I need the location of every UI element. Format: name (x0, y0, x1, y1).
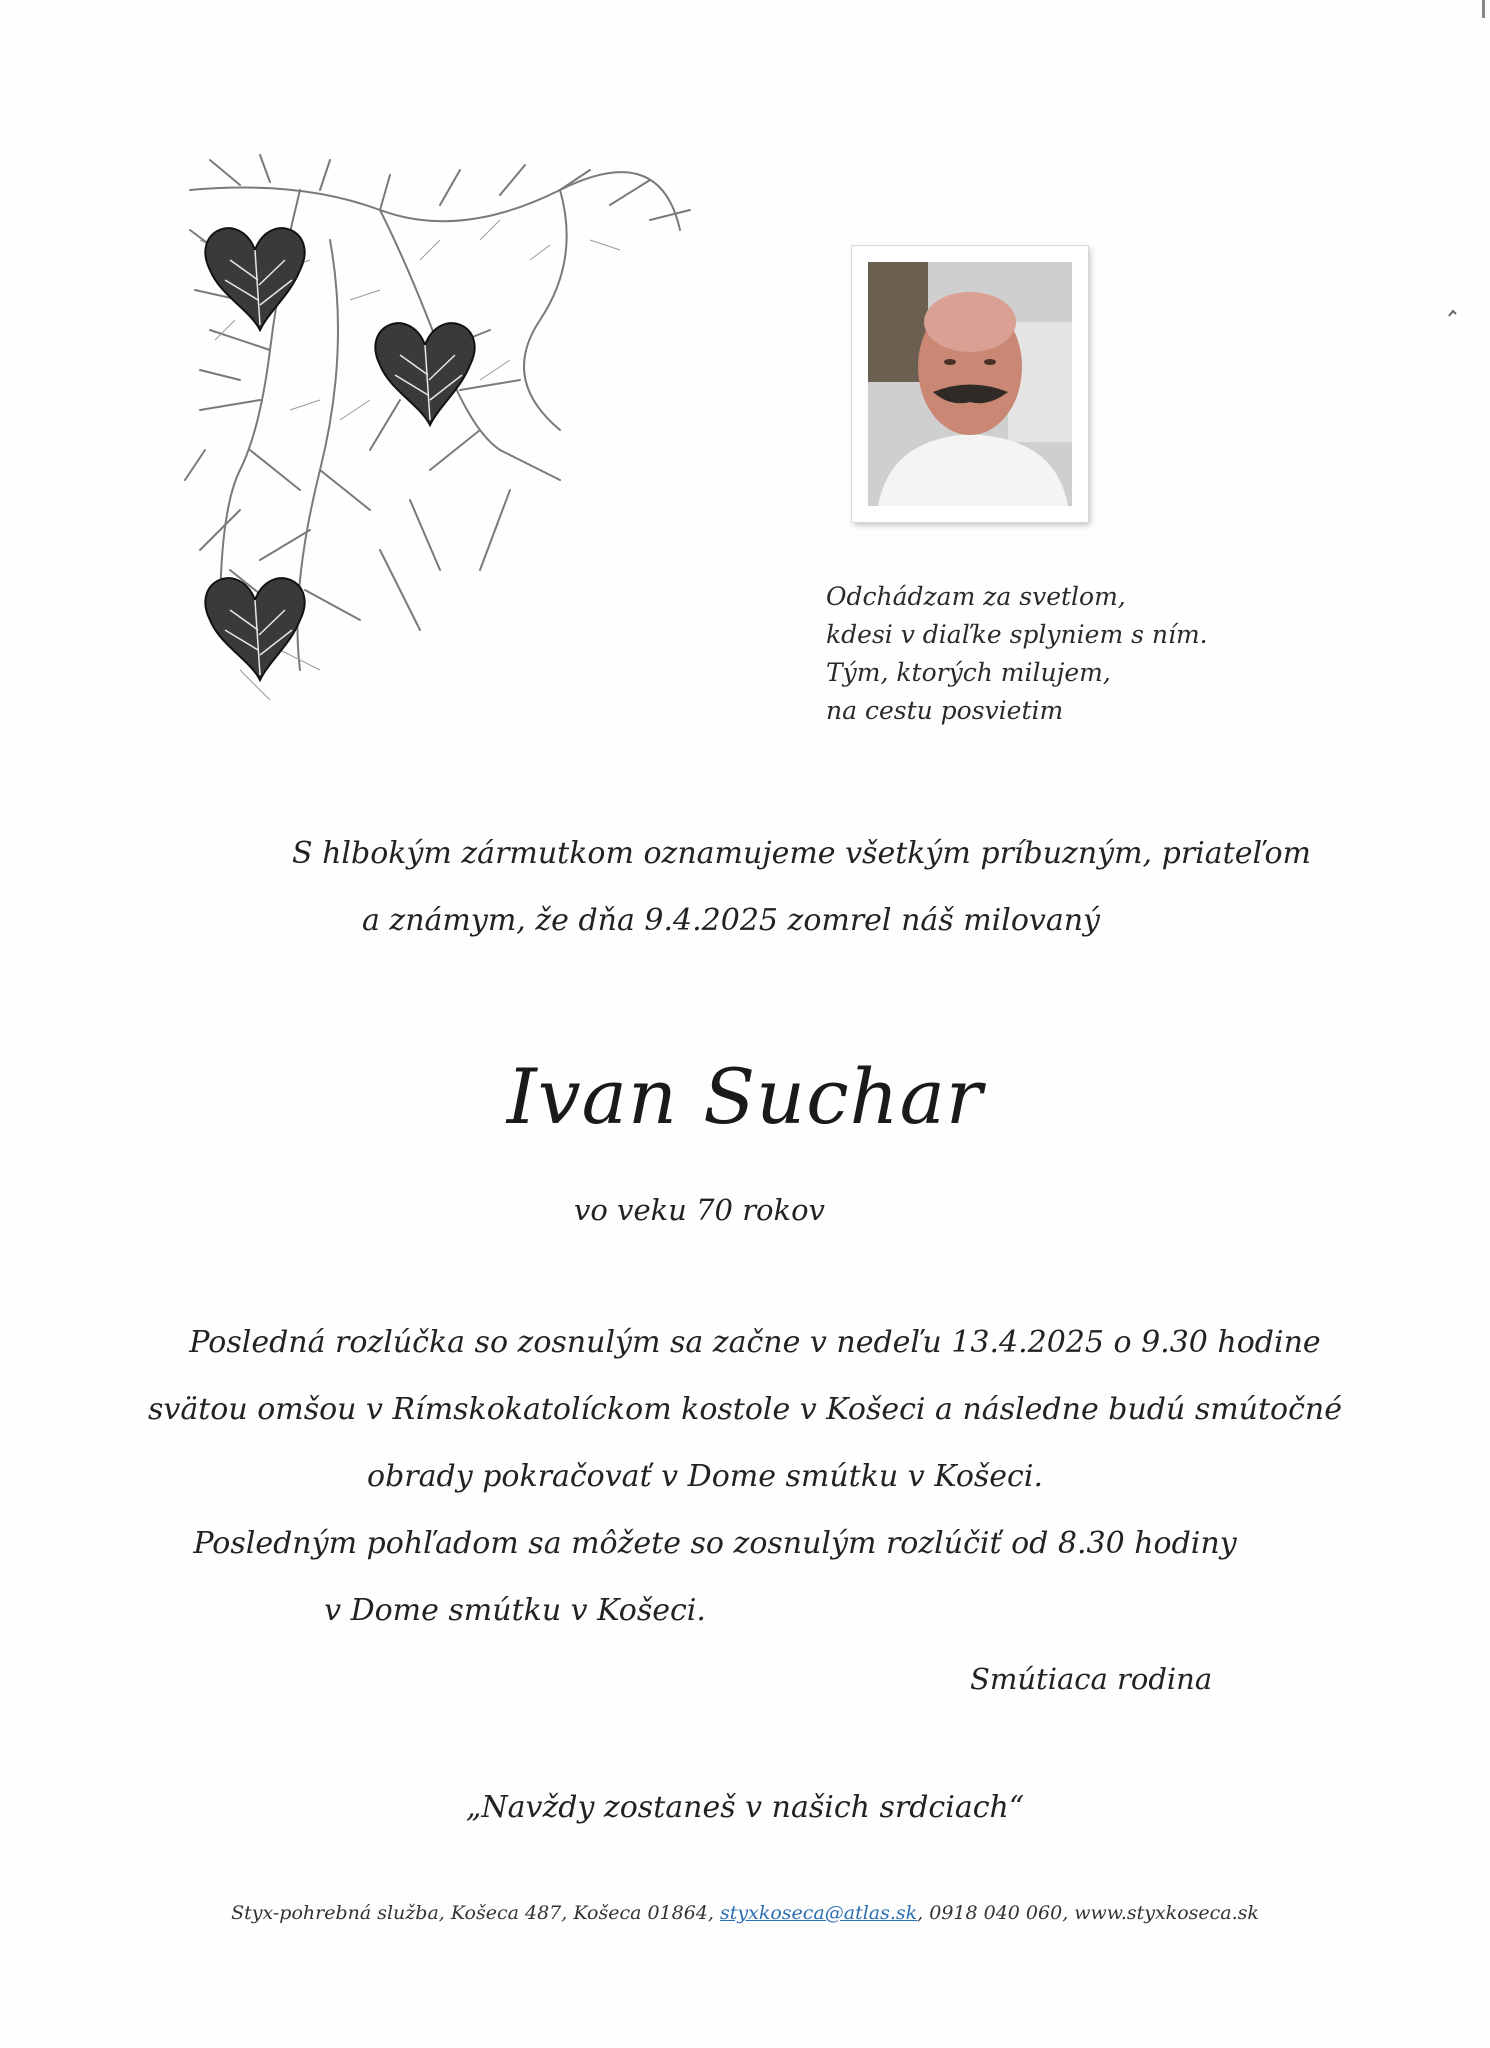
motto: „Navždy zostaneš v našich srdciach“ (465, 1790, 1025, 1825)
footer-phone-web: , 0918 040 060, www.styxkoseca.sk (917, 1902, 1259, 1924)
announcement-line-1: S hlbokým zármutkom oznamujeme všetkým príbuzným, priateľom (292, 836, 1311, 871)
ceremony-line-1: Posledná rozlúčka so zosnulým sa začne v nedeľu 13.4.2025 o 9.30 hodine (189, 1325, 1321, 1360)
deceased-age: vo veku 70 rokov (574, 1193, 825, 1227)
portrait-photo-icon (868, 262, 1072, 506)
portrait-frame (852, 246, 1088, 522)
poem-line: kdesi v diaľke splyniem s ním. (826, 620, 1208, 649)
poem-line: na cestu posvietim (826, 696, 1064, 725)
ceremony-line-2: svätou omšou v Rímskokatolíckom kostole v Košeci a následne budú smútočné (148, 1392, 1342, 1427)
ceremony-line-5: v Dome smútku v Košeci. (324, 1593, 706, 1628)
poem-line: Tým, ktorých milujem, (826, 658, 1111, 687)
deceased-name: Ivan Suchar (506, 1052, 984, 1141)
poem-line: Odchádzam za svetlom, (826, 582, 1126, 611)
ceremony-line-3: obrady pokračovať v Dome smútku v Košeci. (367, 1459, 1043, 1494)
footer-email-link[interactable]: styxkoseca@atlas.sk (719, 1902, 918, 1924)
leaf-icon (205, 228, 474, 680)
family-signature: Smútiaca rodina (970, 1662, 1213, 1696)
footer-company: Styx-pohrebná služba, Košeca 487, Košeca 01864, (231, 1902, 714, 1924)
ceremony-line-4: Posledným pohľadom sa môžete so zosnulým rozlúčiť od 8.30 hodiny (193, 1526, 1237, 1561)
funeral-service-footer (0, 1902, 1490, 1924)
poem (826, 578, 1246, 730)
scan-edge-icon (1476, 0, 1490, 20)
scan-speck-icon (1446, 306, 1460, 320)
branch-leaves-illustration (180, 150, 700, 720)
announcement-line-2: a známym, že dňa 9.4.2025 zomrel náš milovaný (362, 903, 1101, 938)
